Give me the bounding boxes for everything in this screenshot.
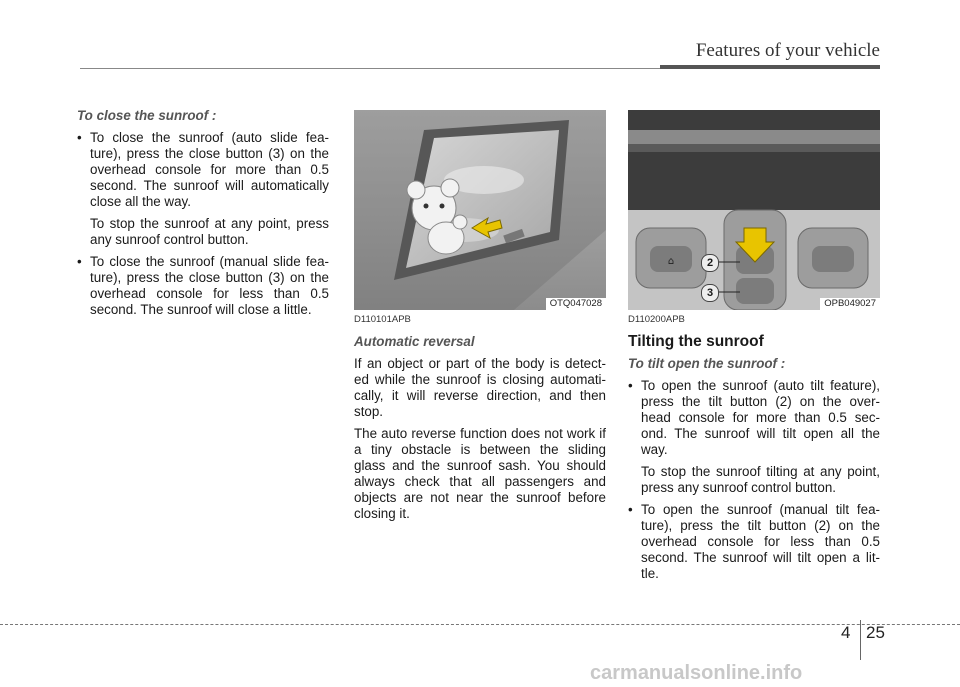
callout-2-badge: 2 xyxy=(701,254,719,272)
overhead-console-illustration xyxy=(628,110,880,310)
bullet-marker: • xyxy=(628,502,633,517)
tilt-open-subheading: To tilt open the sunroof : xyxy=(628,356,786,371)
svg-text:⌂: ⌂ xyxy=(667,256,675,267)
bullet-text: To close the sunroof (manual slide fea- ture), press the close button (3) on the overhead console for less than 0.5 second. The sunroof will close a little. xyxy=(90,254,329,317)
page-number: 25 xyxy=(866,623,885,642)
bullet-text: To close the sunroof (auto slide fea- ture), press the close button (3) on the overhead console for more than 0.5 second. The sunroof will automatically close all the way. xyxy=(90,130,329,209)
bullet-text: To open the sunroof (auto tilt feature), press the tilt button (2) on the over- head console for more than 0.5 sec- ond. The sunroof will tilt open all the way. xyxy=(641,378,880,457)
auto-reversal-paragraph-1: If an object or part of the body is detect- ed while the sunroof is closing automati- cally, it will reverse direction, and then stop. xyxy=(354,356,606,419)
tilt-auto-bullet xyxy=(628,378,880,496)
bullet-text: To open the sunroof (manual tilt fea- ture), press the tilt button (2) on the overhead console for less than 0.5 second. The sunroof will tilt open a lit- tle. xyxy=(641,502,880,581)
page-header-title: Features of your vehicle xyxy=(695,40,880,61)
bullet-extra-text: To stop the sunroof at any point, press any sunroof control button. xyxy=(90,216,329,247)
console-button-left xyxy=(636,228,706,288)
tilt-manual-bullet xyxy=(628,502,880,582)
watermark: carmanualsonline.info xyxy=(590,662,803,684)
bullet-extra-text: To stop the sunroof tilting at any point, press any sunroof control button. xyxy=(641,464,880,495)
close-auto-bullet xyxy=(77,130,329,248)
sunroof-console-photo xyxy=(628,110,880,310)
footer-rule xyxy=(0,624,960,625)
bullet-marker: • xyxy=(77,254,82,269)
close-manual-bullet xyxy=(77,254,329,318)
sunroof-illustration xyxy=(354,110,606,310)
image-caption: OTQ047028 xyxy=(546,298,606,310)
bullet-marker: • xyxy=(77,130,82,145)
callout-3-badge: 3 xyxy=(701,284,719,302)
footer-page-divider xyxy=(860,620,861,660)
console-button-right xyxy=(798,228,868,288)
left-column xyxy=(77,108,329,318)
auto-reversal-paragraph-2: The auto reverse function does not work if a tiny obstacle is between the sliding glass and the sunroof sash. You should always check that all passengers and objects are not near the sunroof before closing it. xyxy=(354,426,606,521)
close-sunroof-subheading: To close the sunroof : xyxy=(77,108,217,123)
tilting-sunroof-heading: Tilting the sunroof xyxy=(628,333,764,350)
middle-column xyxy=(354,312,606,528)
bullet-marker: • xyxy=(628,378,633,393)
sunroof-auto-reversal-photo xyxy=(354,110,606,310)
header-rule-accent xyxy=(660,65,880,69)
section-code: D110101APB xyxy=(354,314,411,325)
chapter-number: 4 xyxy=(841,623,851,642)
image-caption: OPB049027 xyxy=(820,298,880,310)
right-column xyxy=(628,312,880,582)
section-code: D110200APB xyxy=(628,314,685,325)
auto-reversal-subheading: Automatic reversal xyxy=(354,334,475,349)
